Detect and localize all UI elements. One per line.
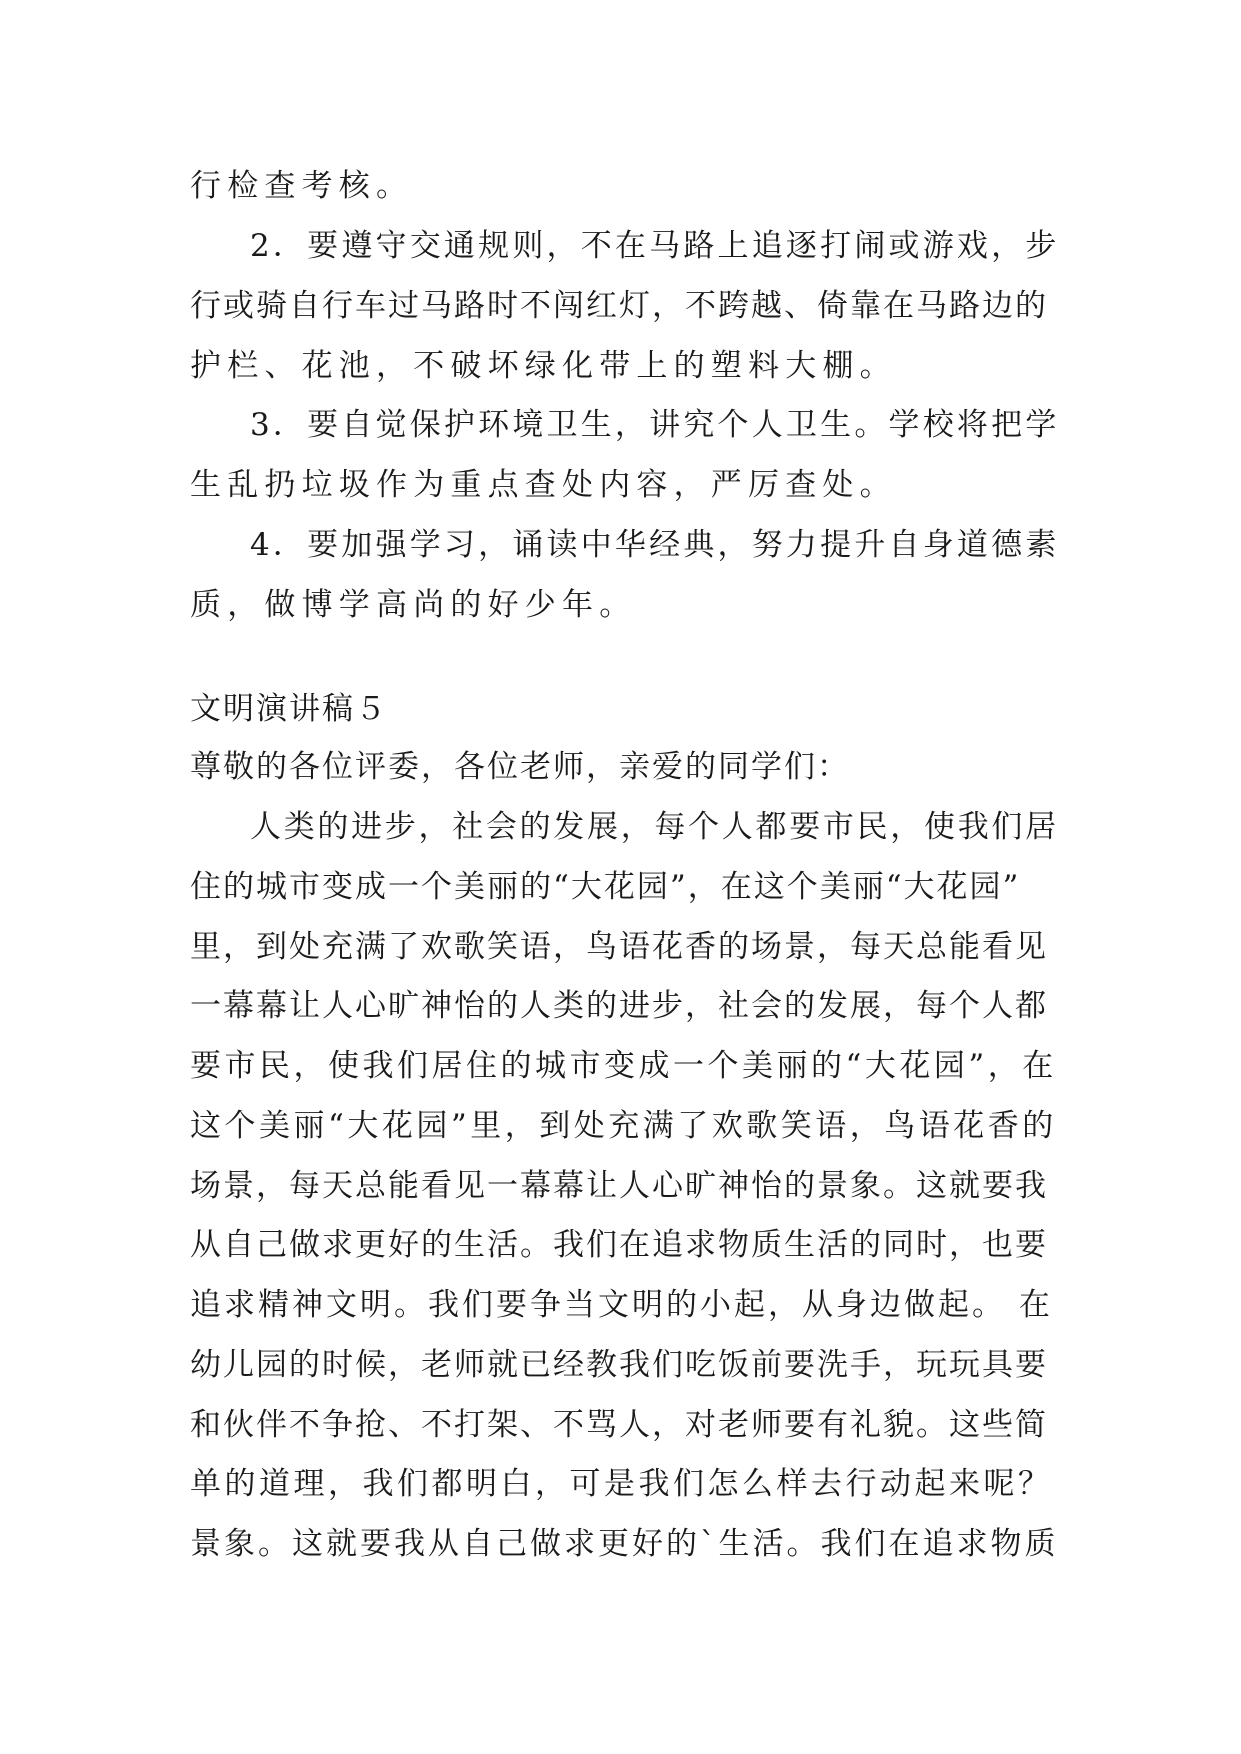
text-line: 要市民，使我们居住的城市变成一个美丽的“大花园”，在 bbox=[190, 1048, 1057, 1084]
text-line: 一幕幕让人心旷神怡的人类的进步，社会的发展，每个人都 bbox=[190, 988, 1048, 1024]
text-line: 行或骑自行车过马路时不闯红灯，不跨越、倚靠在马路边的 bbox=[190, 288, 1048, 324]
text-line: 景象。这就要我从自己做求更好的`生活。我们在追求物质 bbox=[190, 1526, 1059, 1562]
text-line: 质，做博学高尚的好少年。 bbox=[190, 587, 637, 623]
text-line: 住的城市变成一个美丽的“大花园”，在这个美丽“大花园” bbox=[190, 869, 1021, 905]
text-line: 人类的进步，社会的发展，每个人都要市民，使我们居 bbox=[250, 809, 1059, 845]
text-line: 护栏、花池，不破坏绿化带上的塑料大棚。 bbox=[190, 348, 897, 384]
text-line: 这个美丽“大花园”里，到处充满了欢歌笑语，鸟语花香的 bbox=[190, 1108, 1057, 1144]
text-line: 单的道理，我们都明白，可是我们怎么样去行动起来呢？ bbox=[190, 1466, 1053, 1502]
salutation: 尊敬的各位评委，各位老师，亲爱的同学们： bbox=[190, 749, 850, 785]
text-line: 场景，每天总能看见一幕幕让人心旷神怡的景象。这就要我 bbox=[190, 1168, 1048, 1204]
text-line: 行检查考核。 bbox=[190, 168, 414, 204]
text-line: 4．要加强学习，诵读中华经典，努力提升自身道德素 bbox=[250, 527, 1060, 563]
text-line: 2．要遵守交通规则，不在马路上追逐打闹或游戏，步 bbox=[250, 228, 1060, 264]
text-line: 从自己做求更好的生活。我们在追求物质生活的同时，也要 bbox=[190, 1227, 1048, 1263]
text-line: 里，到处充满了欢歌笑语，鸟语花香的场景，每天总能看见 bbox=[190, 929, 1048, 965]
text-line: 生乱扔垃圾作为重点查处内容，严厉查处。 bbox=[190, 467, 897, 503]
text-line: 追求精神文明。我们要争当文明的小起，从身边做起。 在 bbox=[190, 1287, 1053, 1323]
section-title: 文明演讲稿５ bbox=[190, 691, 388, 727]
text-line: 3．要自觉保护环境卫生，讲究个人卫生。学校将把学 bbox=[250, 407, 1060, 443]
text-line: 和伙伴不争抢、不打架、不骂人，对老师要有礼貌。这些简 bbox=[190, 1407, 1048, 1443]
text-line: 幼儿园的时候，老师就已经教我们吃饭前要洗手，玩玩具要 bbox=[190, 1347, 1048, 1383]
